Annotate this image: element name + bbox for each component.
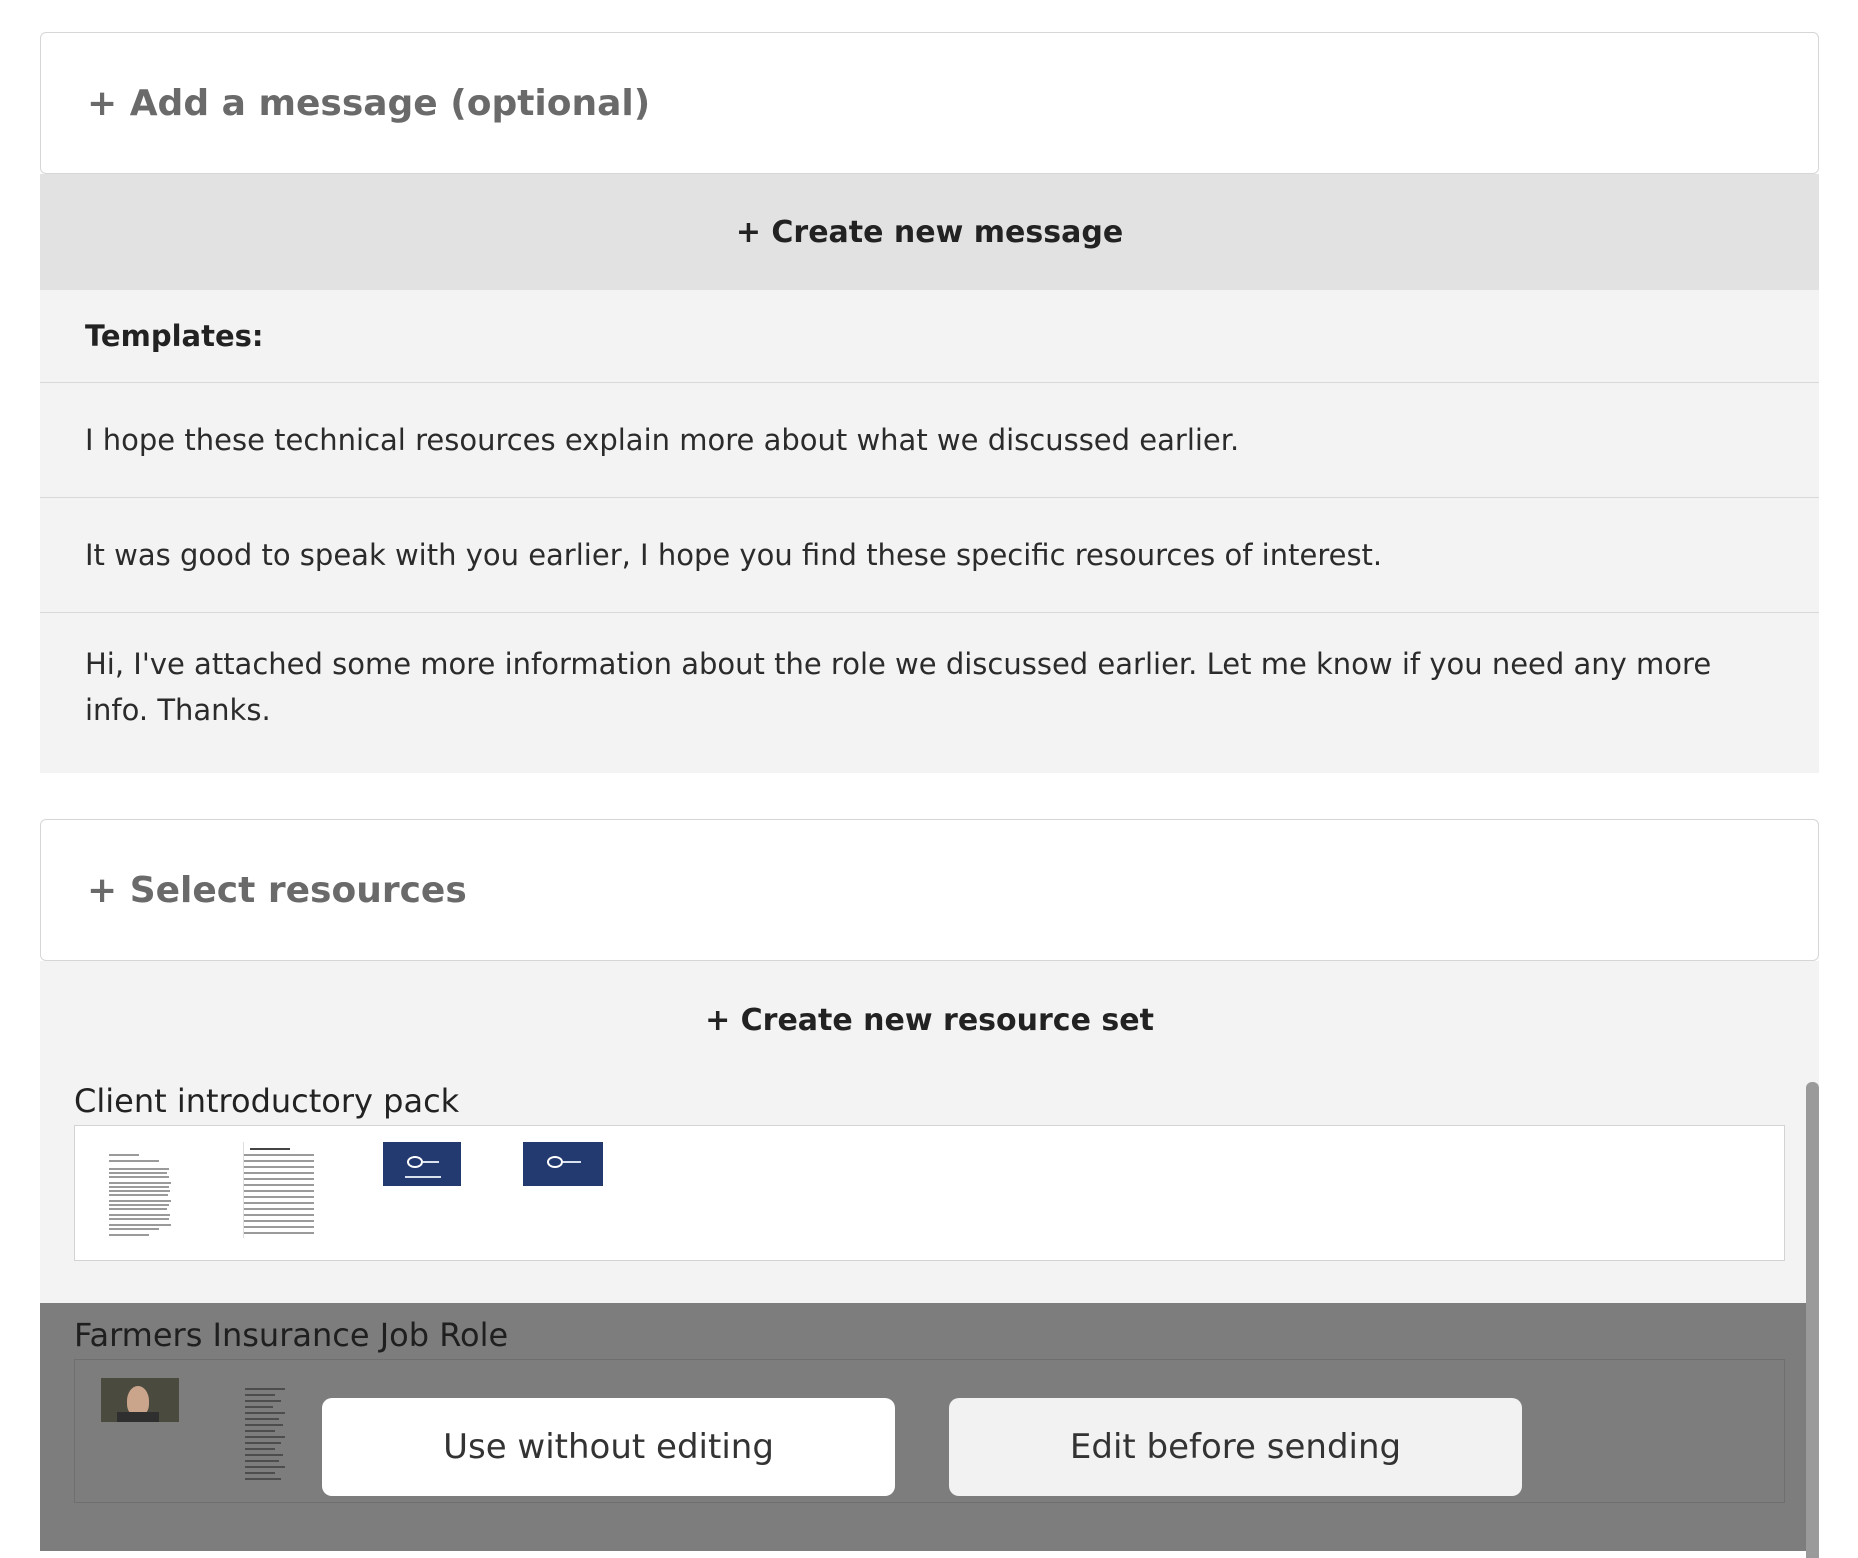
edit-before-sending-button[interactable]: Edit before sending (949, 1398, 1522, 1496)
templates-list (40, 290, 1819, 773)
create-new-resource-set-button[interactable]: + Create new resource set (705, 1002, 1154, 1038)
resource-set-client-intro[interactable] (40, 1079, 1819, 1261)
share-panel (40, 32, 1819, 1551)
resource-set-farmers-insurance[interactable] (40, 1303, 1819, 1551)
resource-set-title: Farmers Insurance Job Role (74, 1316, 509, 1354)
video-thumbnail (101, 1378, 179, 1422)
template-item[interactable]: I hope these technical resources explain more about what we discussed earlier. (40, 383, 1819, 498)
resource-set-title: Client introductory pack (74, 1082, 460, 1120)
template-item[interactable]: Hi, I've attached some more information about the role we discussed earlier. Let me know if you need any more info. Thanks. (85, 647, 1712, 727)
use-without-editing-button[interactable]: Use without editing (322, 1398, 895, 1496)
spreadsheet-thumbnail (243, 1142, 322, 1238)
template-item[interactable]: It was good to speak with you earlier, I hope you find these specific resources of interest. (40, 498, 1819, 613)
document-thumbnail (245, 1386, 309, 1496)
add-message-header[interactable]: + Add a message (optional) (40, 32, 1819, 174)
document-thumbnail (109, 1152, 173, 1238)
templates-heading: Templates: (40, 290, 1819, 383)
create-new-message-button[interactable]: + Create new message (40, 174, 1819, 290)
select-resources-header[interactable]: + Select resources (40, 819, 1819, 961)
resource-thumbnails (74, 1125, 1785, 1261)
slide-thumbnail (523, 1142, 603, 1186)
scrollbar-thumb[interactable] (1806, 1082, 1819, 1558)
slide-thumbnail (383, 1142, 461, 1186)
resource-sets-area (40, 961, 1819, 1551)
